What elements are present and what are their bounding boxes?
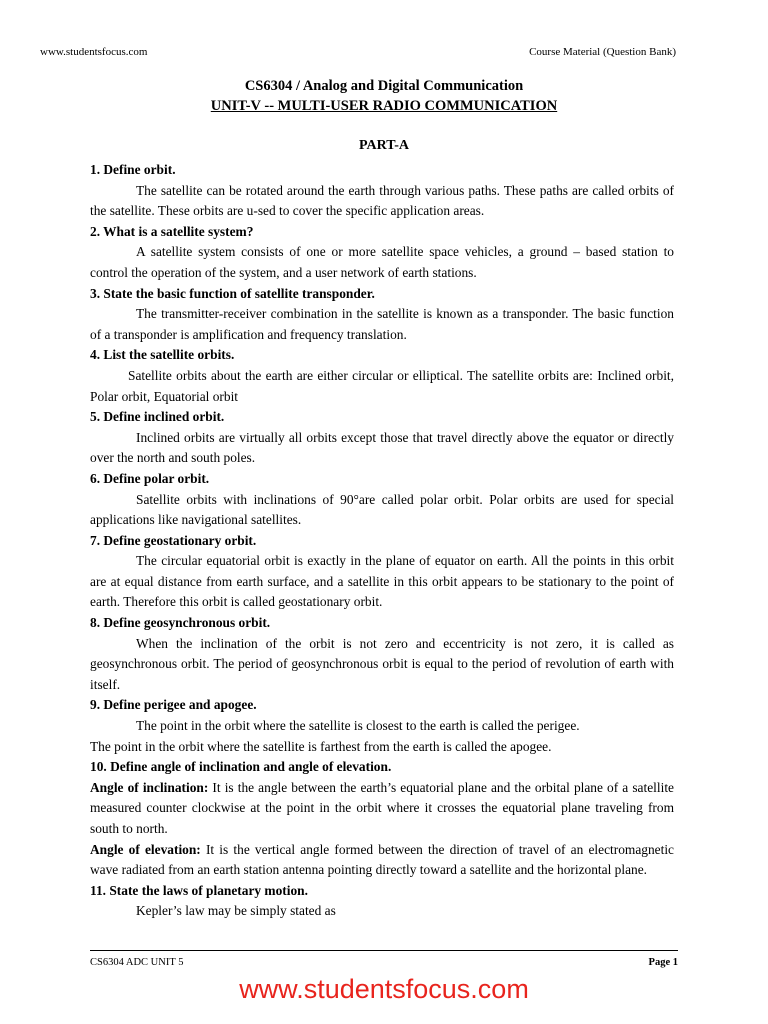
- question-8: 8. Define geosynchronous orbit.: [90, 615, 271, 631]
- answer-7: The circular equatorial orbit is exactly in the plane of equator on earth. All the points in this orbit are at equal distance from earth surface, and a satellite in this orbit appears to be stationary to the point of earth. Therefore this orbit is called geostationary orbit.: [90, 553, 674, 610]
- question-3: 3. State the basic function of satellite transponder.: [90, 285, 375, 301]
- question-2: 2. What is a satellite system?: [90, 223, 254, 239]
- question-7: 7. Define geostationary orbit.: [90, 532, 257, 548]
- answer-3: The transmitter-receiver combination in the satellite is known as a transponder. The basic function of a transponder is amplification and frequency translation.: [90, 306, 674, 342]
- answer-1: The satellite can be rotated around the earth through various paths. These paths are called orbits of the satellite. These orbits are u-sed to cover the specific application areas.: [90, 182, 674, 219]
- footer-course-code: CS6304 ADC UNIT 5: [90, 957, 184, 968]
- question-list: [90, 160, 674, 922]
- document-titles: [0, 76, 768, 116]
- header-material: Course Material (Question Bank): [529, 46, 676, 58]
- answer-4: Satellite orbits about the earth are either circular or elliptical. The satellite orbits are: Inclined orbit, Polar orbit, Equatorial orbit: [90, 367, 674, 404]
- term-angle-of-inclination: Angle of inclination:: [90, 779, 209, 795]
- question-9: 9. Define perigee and apogee.: [90, 697, 257, 713]
- answer-2: A satellite system consists of one or more satellite space vehicles, a ground – based station to control the operation of the system, and a user network of earth stations.: [90, 244, 674, 280]
- question-11: 11. State the laws of planetary motion.: [90, 882, 308, 898]
- answer-9-continued: The point in the orbit where the satellite is farthest from the earth is called the apogee.: [90, 738, 552, 754]
- answer-6: Satellite orbits with inclinations of 90°are called polar orbit. Polar orbits are used for special applications like navigational satellites.: [90, 491, 674, 528]
- question-5: 5. Define inclined orbit.: [90, 409, 225, 425]
- answer-11: Kepler’s law may be simply stated as: [136, 903, 336, 919]
- question-4: 4. List the satellite orbits.: [90, 347, 235, 363]
- definition-angle-of-inclination: It is the angle between the earth’s equatorial plane and the orbital plane of a satellite measured counter clockwise at the point in the orbit where it crosses the equatorial plane traveling from south to north.: [90, 779, 674, 836]
- page-footer: [90, 950, 678, 969]
- website-watermark: www.studentsfocus.com: [239, 974, 529, 1004]
- answer-8: When the inclination of the orbit is not zero and eccentricity is not zero, it is called as geosynchronous orbit. The period of geosynchronous orbit is equal to the period of revolution of earth with itself.: [90, 635, 674, 692]
- answer-5: Inclined orbits are virtually all orbits except those that travel directly above the equator or directly over the north and south poles.: [90, 429, 674, 466]
- answer-9: The point in the orbit where the satellite is closest to the earth is called the perigee.: [136, 718, 580, 734]
- definition-angle-of-elevation: It is the vertical angle formed between the direction of travel of an electromagnetic wave radiated from an earth station antenna pointing directly toward a satellite and the horizontal plane.: [90, 841, 674, 878]
- question-1: 1. Define orbit.: [90, 162, 176, 177]
- course-title: CS6304 / Analog and Digital Communication: [244, 78, 524, 94]
- header-website: www.studentsfocus.com: [40, 46, 148, 58]
- page-header: [40, 45, 676, 59]
- part-heading: PART-A: [358, 138, 410, 153]
- term-angle-of-elevation: Angle of elevation:: [90, 841, 201, 857]
- unit-title: UNIT-V -- MULTI-USER RADIO COMMUNICATION: [210, 98, 558, 114]
- question-6: 6. Define polar orbit.: [90, 470, 210, 486]
- question-10: 10. Define angle of inclination and angle of elevation.: [90, 759, 392, 775]
- page-number: Page 1: [648, 957, 678, 968]
- answer-10-inclination: [90, 778, 674, 840]
- answer-10-elevation: [90, 840, 674, 881]
